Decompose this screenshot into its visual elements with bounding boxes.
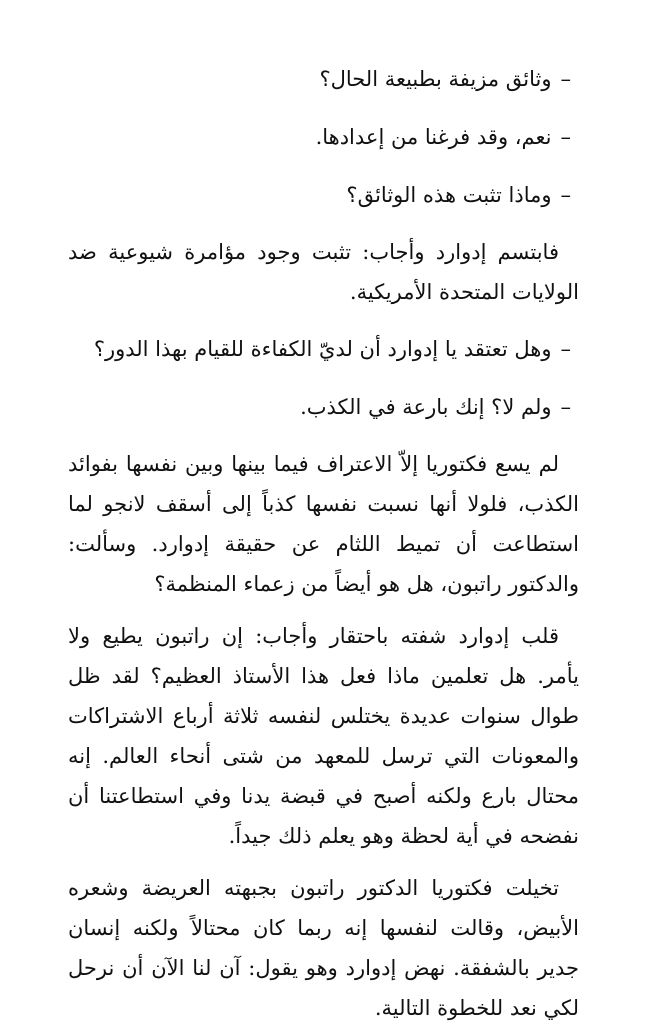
dialogue-text: نعم، وقد فرغنا من إعدادها.	[315, 125, 552, 149]
paragraph-1: فابتسم إدوارد وأجاب: تثبت وجود مؤامرة شيوعية ضد الولايات المتحدة الأمريكية.	[68, 240, 579, 304]
paragraph-2: لم يسع فكتوريا إلاّ الاعتراف فيما بينها وبين نفسها بفوائد الكذب، فلولا أنها نسبت نفسها كذباً إلى أسقف لانجو لما استطاعت أن تميط اللثام عن حقيقة إدوارد. وسألت: والدكتور راتبون، هل هو أيضاً من زعماء المنظمة؟	[68, 452, 579, 596]
paragraph-4: تخيلت فكتوريا الدكتور راتبون بجبهته العريضة وشعره الأبيض، وقالت لنفسها إنه ربما كان محتالاً ولكنه إنسان جدير بالشفقة. نهض إدوارد وهو يقول: آن لنا الآن أن نرحل لكي نعد للخطوة التالية.	[68, 876, 579, 1020]
dialogue-text: ولم لا؟ إنك بارعة في الكذب.	[300, 395, 552, 419]
dialogue-text: وثائق مزيفة بطبيعة الحال؟	[319, 67, 552, 91]
dialogue-dash: –	[560, 183, 571, 207]
dialogue-text: وماذا تثبت هذه الوثائق؟	[346, 183, 552, 207]
dialogue-line-3	[68, 174, 579, 216]
dialogue-line-2	[68, 116, 579, 158]
dialogue-dash: –	[560, 395, 571, 419]
dialogue-text: وهل تعتقد يا إدوارد أن لديّ الكفاءة للقيام بهذا الدور؟	[93, 337, 552, 361]
dialogue-dash: –	[560, 337, 571, 361]
dialogue-dash: –	[560, 125, 571, 149]
dialogue-line-5	[68, 386, 579, 428]
dialogue-line-1	[68, 58, 579, 100]
paragraph-3: قلب إدوارد شفته باحتقار وأجاب: إن راتبون يطيع ولا يأمر. هل تعلمين ماذا فعل هذا الأستاذ العظيم؟ لقد ظل طوال سنوات عديدة يختلس لنفسه ثلاثة أرباع الاشتراكات والمعونات التي ترسل للمعهد من شتى أنحاء العالم. إنه محتال بارع ولكنه أصبح في قبضة يدنا وفي استطاعتنا أن نفضحه في أية لحظة وهو يعلم ذلك جيداً.	[68, 624, 579, 848]
dialogue-line-4	[68, 328, 579, 370]
dialogue-dash: –	[560, 67, 571, 91]
